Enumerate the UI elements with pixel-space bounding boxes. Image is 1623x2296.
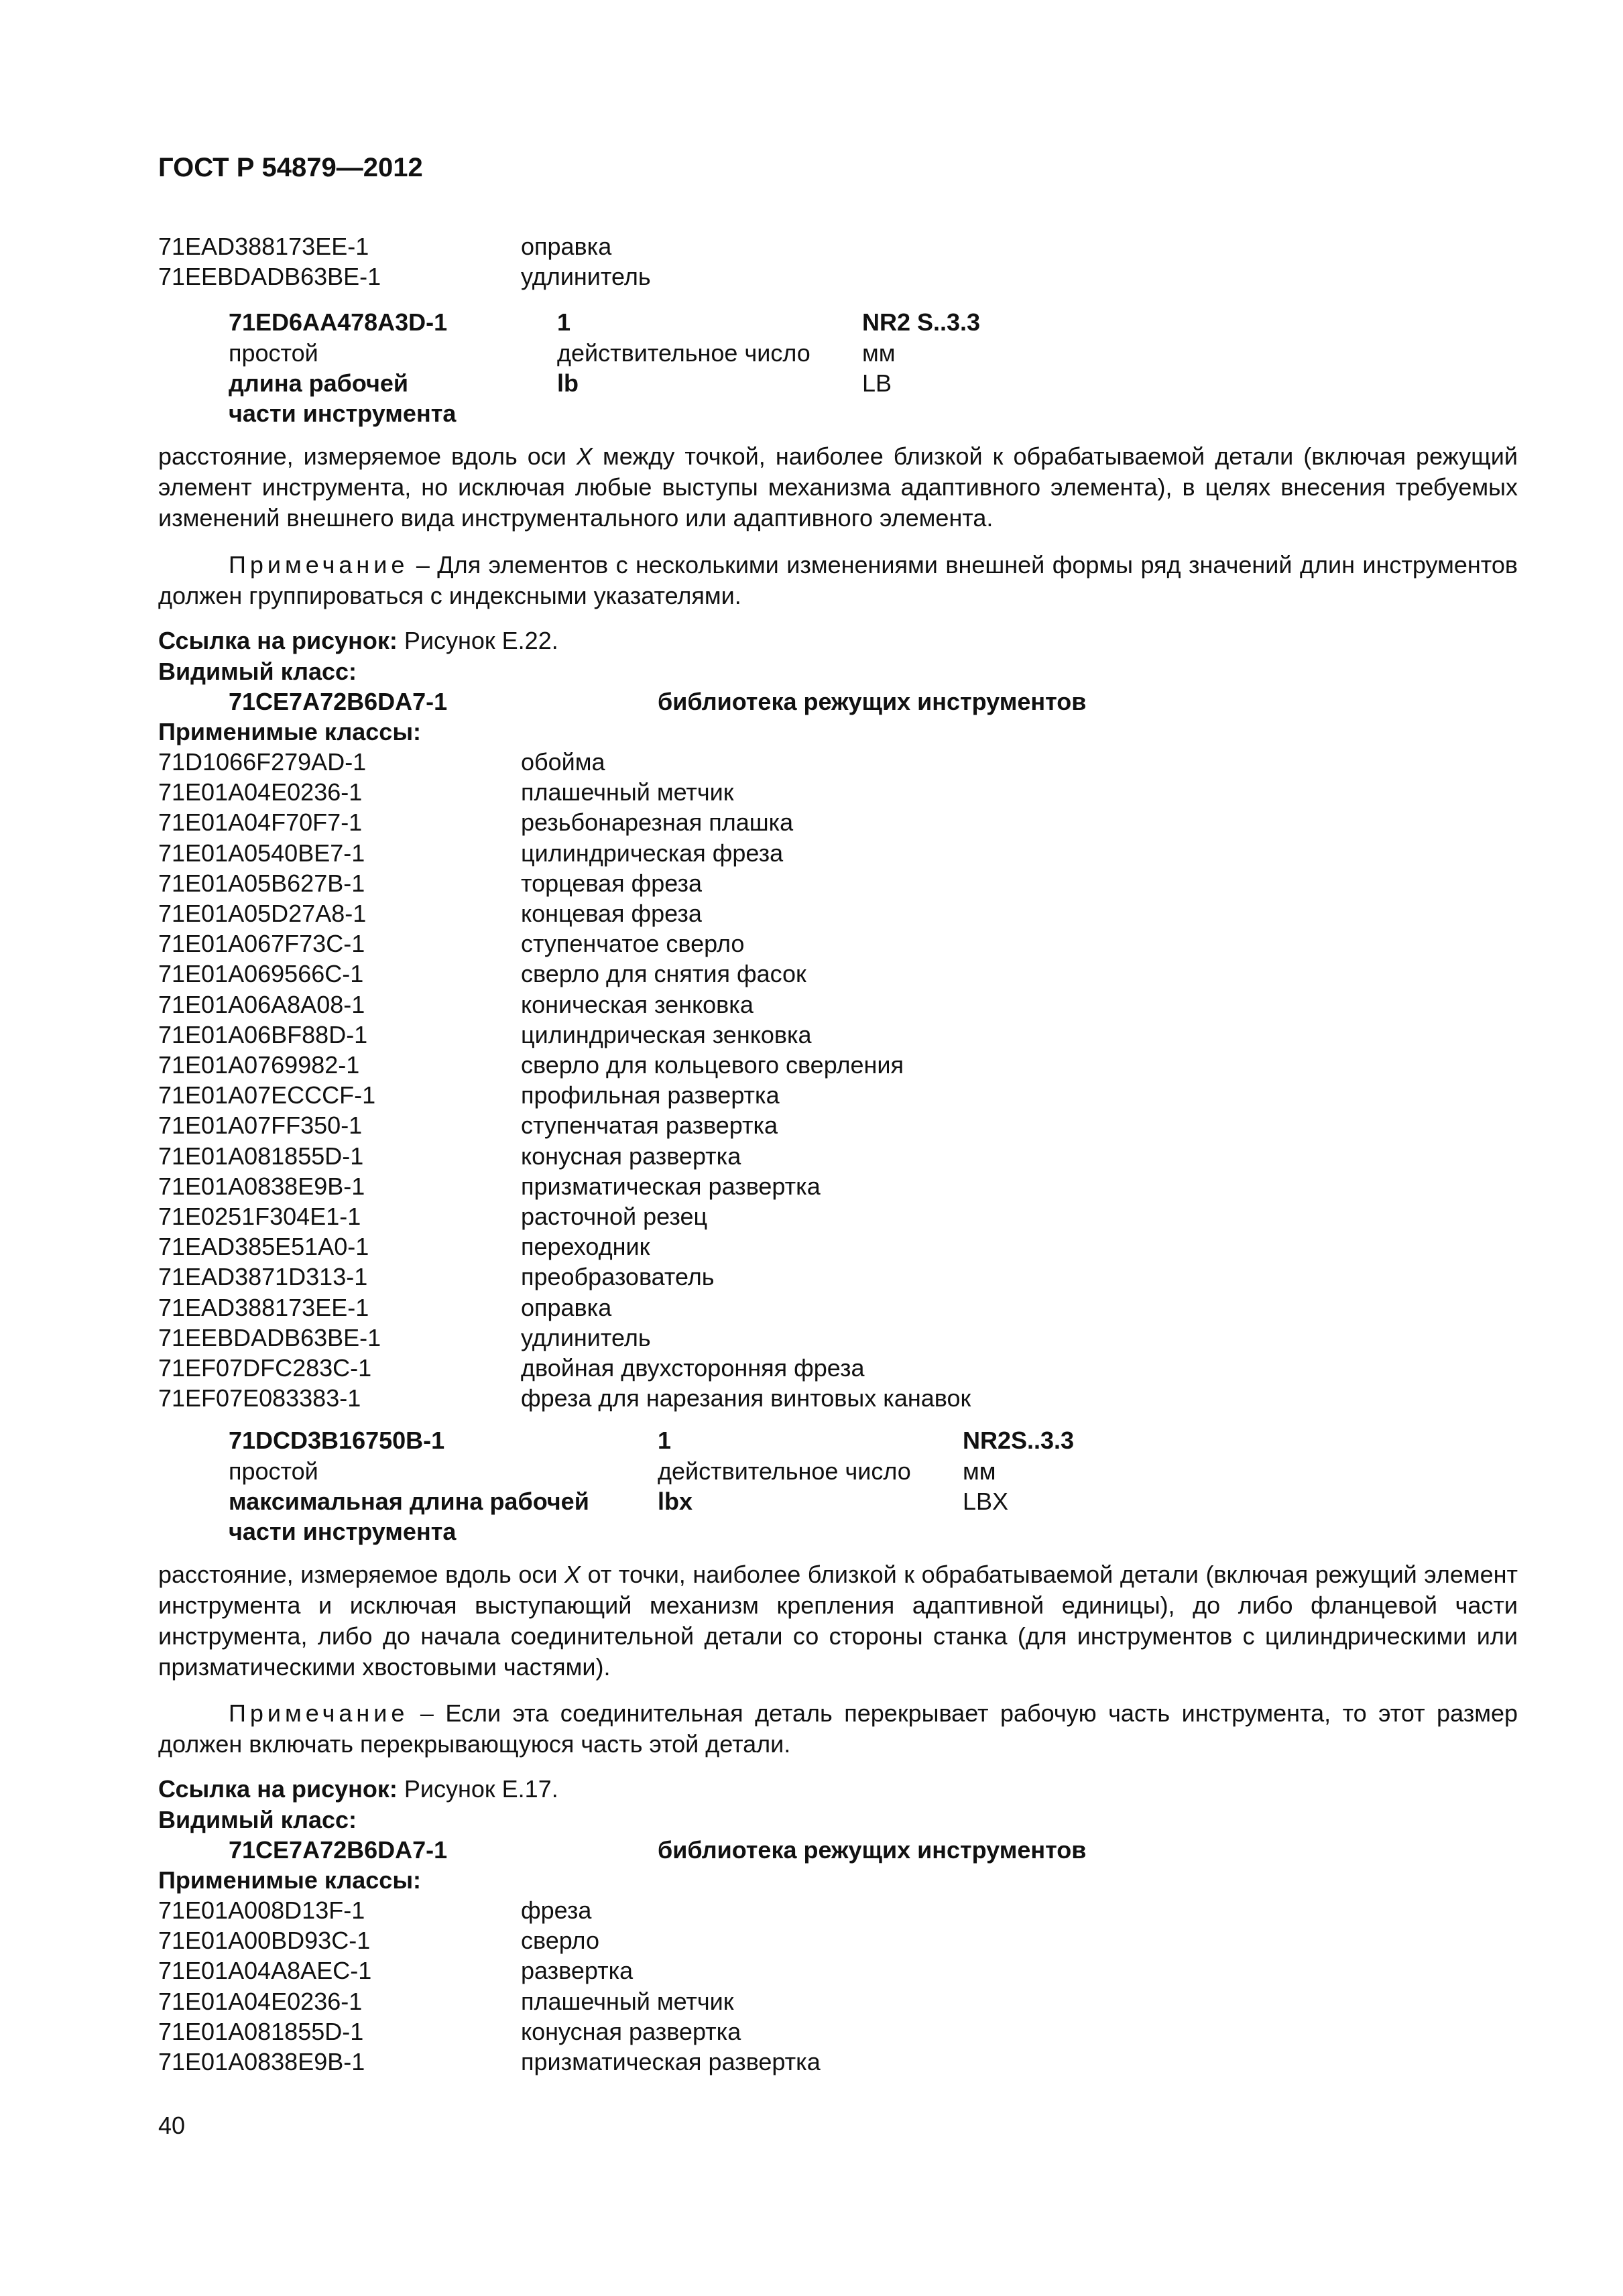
class-code: 71EF07DFC283C-1 [158, 1354, 372, 1382]
class-name: цилиндрическая зенковка [521, 1020, 812, 1048]
class-name: коническая зенковка [521, 990, 754, 1018]
class-name: концевая фреза [521, 900, 702, 927]
property-note [158, 550, 1518, 611]
page-number: 40 [158, 2112, 186, 2139]
property-name-cont: части инструмента [229, 400, 457, 427]
class-code: 71E01A069566C-1 [158, 960, 364, 988]
class-code: 71E01A00BD93C-1 [158, 1927, 371, 1955]
class-code: 71E01A008D13F-1 [158, 1896, 365, 1924]
class-code: 71EAD388173EE-1 [158, 233, 369, 260]
applicable-classes-label: Применимые классы: [158, 718, 422, 745]
class-name: сверло для снятия фасок [521, 960, 806, 988]
class-code: 71EAD3871D313-1 [158, 1263, 368, 1291]
class-code: 71E01A0540BE7-1 [158, 839, 365, 867]
figure-reference: Ссылка на рисунок: Рисунок Е.22. [158, 627, 558, 654]
class-code: 71E01A081855D-1 [158, 2017, 364, 2045]
property-unit: мм [963, 1457, 996, 1485]
class-name: плашечный метчик [521, 1987, 734, 2015]
property-code: 71ED6AA478A3D-1 [229, 308, 448, 336]
note-label: Примечание [229, 551, 409, 579]
class-name: переходник [521, 1233, 650, 1261]
document-header: ГОСТ Р 54879—2012 [158, 153, 423, 182]
class-name: сверло [521, 1927, 599, 1955]
class-code: 71E01A07FF350-1 [158, 1111, 363, 1140]
property-ref: NR2 S..3.3 [862, 308, 981, 336]
figure-reference: Ссылка на рисунок: Рисунок Е.17. [158, 1775, 558, 1803]
class-code: 71E01A081855D-1 [158, 1142, 364, 1170]
class-code: 71E01A05D27A8-1 [158, 900, 367, 927]
class-name: фреза [521, 1896, 592, 1924]
class-name: оправка [521, 233, 612, 260]
class-name: конусная развертка [521, 1142, 741, 1170]
visible-class-code: 71CE7A72B6DA7-1 [229, 1836, 448, 1864]
property-short: LBX [963, 1488, 1009, 1515]
class-code: 71EEBDADB63BE-1 [158, 263, 381, 290]
property-ref: NR2S..3.3 [963, 1427, 1075, 1454]
note-label: Примечание [229, 1699, 409, 1727]
class-name: удлинитель [521, 1323, 651, 1351]
property-name-cont: части инструмента [229, 1518, 457, 1545]
property-name: длина рабочей [229, 369, 409, 397]
note-text: – Если эта соединительная деталь перекрывает рабочую часть инструмента, то этот размер должен включать перекрывающуюся часть этой детали. [158, 1699, 1518, 1758]
class-name: фреза для нарезания винтовых канавок [521, 1384, 971, 1412]
visible-class-label: Видимый класс: [158, 658, 357, 685]
class-code: 71E01A04E0236-1 [158, 778, 363, 806]
class-code: 71E01A06BF88D-1 [158, 1020, 368, 1048]
property-definition: расстояние, измеряемое вдоль оси X от точки, наиболее близкой к обрабатываемой детали (включая режущий элемент инструмента и исключая выступающий механизм крепления адаптивной единицы), до либо фланцевой части инструмента, либо до начала соединительной детали со стороны станка (для инструментов с цилиндрическими или призматическими хвостовыми частями). [158, 1561, 1518, 1681]
property-version: 1 [557, 308, 571, 336]
property-kind: простой [229, 1457, 318, 1485]
class-name: призматическая развертка [521, 2048, 821, 2075]
class-code: 71E01A0838E9B-1 [158, 2048, 365, 2075]
class-name: конусная развертка [521, 2017, 741, 2045]
class-code: 71E01A04A8AEC-1 [158, 1957, 372, 1985]
class-name: призматическая развертка [521, 1172, 821, 1200]
class-name: торцевая фреза [521, 869, 702, 897]
class-code: 71E0251F304E1-1 [158, 1203, 361, 1230]
class-name: развертка [521, 1957, 634, 1985]
class-code: 71E01A07ECCCF-1 [158, 1081, 376, 1109]
class-name: удлинитель [521, 263, 651, 290]
class-code: 71E01A067F73C-1 [158, 930, 365, 958]
visible-class-label: Видимый класс: [158, 1806, 357, 1833]
visible-class-name: библиотека режущих инструментов [658, 688, 1087, 715]
visible-class-name: библиотека режущих инструментов [658, 1836, 1087, 1864]
property-name: максимальная длина рабочей [229, 1488, 589, 1515]
property-datatype: действительное число [557, 339, 810, 367]
applicable-classes-label: Применимые классы: [158, 1866, 422, 1894]
class-name: сверло для кольцевого сверления [521, 1051, 904, 1079]
class-code: 71E01A0838E9B-1 [158, 1172, 365, 1200]
class-name: обойма [521, 748, 605, 776]
class-code: 71EAD385E51A0-1 [158, 1233, 369, 1261]
class-name: преобразователь [521, 1263, 715, 1291]
class-name: профильная развертка [521, 1081, 780, 1109]
property-symbol: lb [557, 369, 579, 397]
property-unit: мм [862, 339, 896, 367]
class-code: 71E01A06A8A08-1 [158, 990, 365, 1018]
class-name: ступенчатое сверло [521, 930, 745, 958]
visible-class-code: 71CE7A72B6DA7-1 [229, 688, 448, 715]
class-name: оправка [521, 1293, 612, 1321]
class-name: ступенчатая развертка [521, 1111, 778, 1140]
class-code: 71EAD388173EE-1 [158, 1293, 369, 1321]
class-code: 71E01A05B627B-1 [158, 869, 365, 897]
property-definition: расстояние, измеряемое вдоль оси X между точкой, наиболее близкой к обрабатываемой детали (включая режущий элемент инструмента, но исключая любые выступы механизма адаптивного элемента), в целях внесения требуемых изменений внешнего вида инструментального или адаптивного элемента. [158, 442, 1518, 532]
class-name: расточной резец [521, 1203, 708, 1230]
property-code: 71DCD3B16750B-1 [229, 1427, 445, 1454]
class-code: 71E01A04E0236-1 [158, 1987, 363, 2015]
class-code: 71EF07E083383-1 [158, 1384, 361, 1412]
class-name: плашечный метчик [521, 778, 734, 806]
property-short: LB [862, 369, 892, 397]
class-name: цилиндрическая фреза [521, 839, 784, 867]
property-datatype: действительное число [658, 1457, 911, 1485]
class-name: двойная двухсторонняя фреза [521, 1354, 865, 1382]
note-text: – Для элементов с несколькими изменениями внешней формы ряд значений длин инструментов должен группироваться с индексными указателями. [158, 551, 1518, 609]
property-symbol: lbx [658, 1488, 693, 1515]
property-note [158, 1698, 1518, 1760]
class-code: 71D1066F279AD-1 [158, 748, 367, 776]
class-code: 71E01A0769982-1 [158, 1051, 360, 1079]
property-version: 1 [658, 1427, 672, 1454]
class-code: 71EEBDADB63BE-1 [158, 1323, 381, 1351]
class-name: резьбонарезная плашка [521, 808, 794, 837]
class-code: 71E01A04F70F7-1 [158, 808, 363, 837]
property-kind: простой [229, 339, 318, 367]
